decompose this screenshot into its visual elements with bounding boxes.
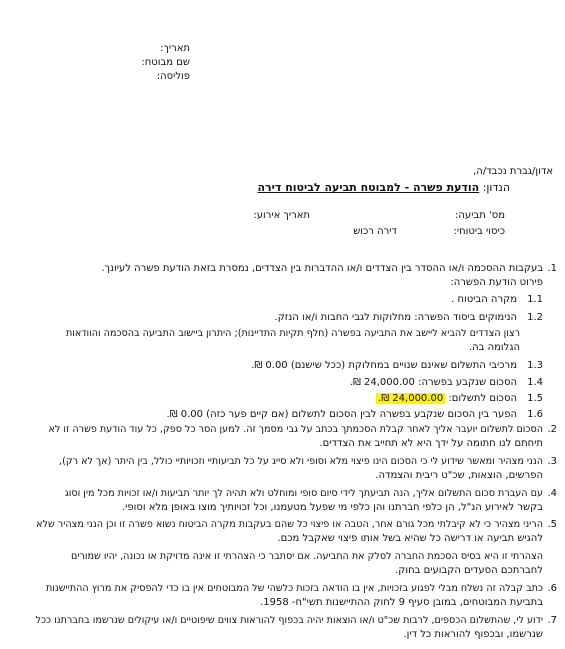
section-7-line-2: שנרשמו, ובכפוף להוראות כל דין. (403, 629, 543, 640)
coverage-value: דירה רכוש (353, 226, 397, 237)
declaration-line-2: לחברתכם הסעדים הקבועים בחוק. (395, 565, 543, 576)
subject-line (258, 182, 511, 195)
item-1-2-continuation-2: הגלומה בה. (468, 342, 520, 353)
section-1-text: בעקבות ההסכמה ו/או ההסדר בין הצדדים ו/או ההדברות בין הצדדים, נמסרת בזאת הודעת פשרה לעיונך. (101, 263, 543, 274)
item-1-4-number: 1.4 (527, 377, 543, 388)
section-2-line-2: תיחתם לנו חתומה על ידך היא לא תחייב את הצדדים. (319, 438, 543, 449)
subject-title: הודעת פשרה - למבוטח תביעה לביטוח דירה (257, 181, 480, 194)
item-1-6-text: הפער בין הסכום שנקבע בפשרה לבין הסכום לתשלום (אם קיים פער כזה) 0.00 ₪. (166, 409, 517, 420)
section-5-line-1: הריני מצהיר כי לא קיבלתי מכל גורם אחר, הטבה או פיצוי כל שהם בעקבות מקרה הביטוח נשוא פשרה זו וכן הנני מצהיר שלא (36, 519, 543, 530)
insured-name-label: שם מבוטח: (141, 57, 190, 68)
section-6-number: 6. (547, 583, 557, 594)
section-4-line-1: עם העברת סכום התשלום אליך, הנה תביעתך לידי סיום סופי ומוחלט ולא תהיה לך יותר תביעות ו/או זכויות מכל מין וסוג (64, 488, 543, 499)
section-6-line-2: בתביעת המבוטחים, במובן סעיף 9 לחוק ההתיישנות תשי"ח- 1958. (260, 597, 543, 608)
section-1-number: 1. (547, 263, 557, 274)
section-3-number: 3. (547, 456, 557, 467)
item-1-1-text: מקרה הביטוח . (451, 294, 517, 305)
item-1-3-number: 1.3 (527, 360, 543, 371)
coverage-label: כיסוי ביטוחי: (453, 226, 505, 237)
item-1-2-text: הנימוקים ביסוד הפשרה: מחלוקות לגבי החבות ו/או הנזק. (274, 312, 517, 323)
section-3-line-1: הנני מצהיר ומאשר שידוע לי כי הסכום הינו פיצוי מלא וסופי ולא סייג על כל תביעותיי וזכויותיי כולל, בין היתר (אך לא רק), (59, 456, 543, 467)
item-1-5-text: הסכום לתשלום: (448, 393, 517, 404)
section-2-line-1: הסכום לתשלום יועבר אליך לאחר קבלת הסכמתך בכתב על גבי מסמך זה. למען הסר כל ספק, כל עוד הודעת פשרה זו לא (48, 424, 543, 435)
section-2-number: 2. (547, 424, 557, 435)
section-5-number: 5. (547, 519, 557, 530)
declaration-line-1: הצהרתי זו היא בסיס הסכמת החברה לסלק את התביעה. אם יסתבר כי הצהרתי זו אינה מדויקת או נכונה, יהיו שמורים (70, 551, 543, 562)
section-6-line-1: כתב קבלה זה נשלח מבלי לפגוע בזכויות, אין בו הודאה בזכות כלשהי של המבוטחים אין בו כדי להפסיק את מרוץ ההתיישנות (45, 583, 543, 594)
date-label: תאריך: (160, 43, 190, 54)
item-1-5-line (376, 393, 517, 405)
section-4-number: 4. (547, 488, 557, 499)
section-7-number: 7. (547, 615, 557, 626)
section-3-line-2: הפרשים, הוצאות, שכ"ט ריבית והצמדה. (375, 470, 543, 481)
event-date-label: תאריך אירוע: (253, 210, 310, 221)
payment-amount-highlight: 24,000.00 ₪. (378, 393, 444, 404)
item-1-3-text: מרכיבי התשלום שאינם שנויים במחלוקת (ככל שישנם) 0.00 ₪. (251, 360, 517, 371)
subject-prefix: הנדון: (482, 181, 510, 194)
item-1-5-number: 1.5 (527, 393, 543, 404)
item-1-6-number: 1.6 (527, 409, 543, 420)
policy-label: פוליסה: (156, 71, 190, 82)
claim-number-label: מס' תביעה: (455, 210, 505, 221)
item-1-2-continuation-1: רצון הצדדים להביא ליישב את התביעה בפשרה (חלף תקיות התדיינות); היתרון ביישוב התביעה בהסכמה והוודאות (65, 328, 520, 339)
section-7-line-1: ידוע לי, שהתשלום הכספים, לרבות שכ"ט ו/או הוצאות יהיה בכפוף להוראות צווים שיפוטיים ו/או עיקולים שנרשמו בחברתנו ככל (35, 615, 543, 626)
item-1-1-number: 1.1 (527, 294, 543, 305)
salutation: אדון/גברת נכבד/ה, (473, 166, 553, 177)
item-1-2-number: 1.2 (527, 312, 543, 323)
section-5-line-2: להגיש תביעה או דרישה כל שהיא בשל אותו פיצוי שאקבל מכם. (277, 533, 543, 544)
section-1-subtitle: פירוט הודעת הפשרה: (450, 277, 543, 288)
section-4-line-2: בקשר לאירוע הנ"ל, הן כלפי חברתנו והן כלפי מי שפעל מטעמנו, וכל זכויותיך מוצו באופן מלא וסופי. (121, 502, 543, 513)
item-1-4-text: הסכום שנקבע בפשרה: 24,000.00 ₪. (349, 377, 517, 388)
